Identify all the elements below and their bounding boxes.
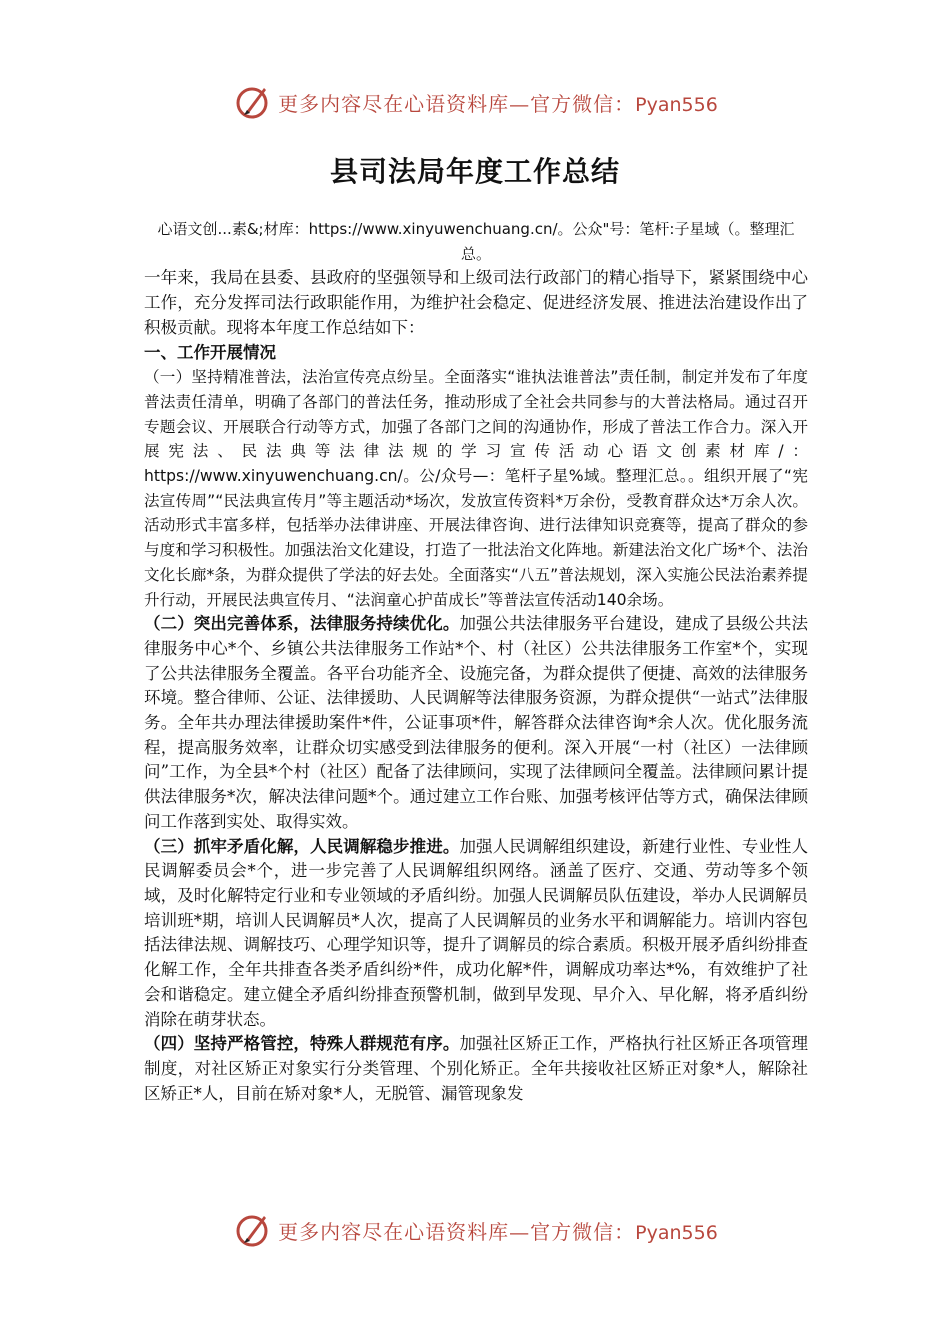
paragraph-2 (144, 612, 808, 834)
banner-contact: Pyan556 (635, 93, 718, 116)
quill-pen-logo-icon (232, 1210, 272, 1250)
document-body (144, 217, 808, 1106)
quill-pen-logo-icon (232, 82, 272, 122)
paragraph-body: （一）坚持精准普法，法治宣传亮点纷呈。全面落实“谁执法谁普法”责任制，制定并发布了年度普法责任清单，明确了各部门的普法任务，推动形成了全社会共同参与的大普法格局。通过召开专题会议、开展联合行动等方式，加强了各部门之间的沟通协作，形成了普法工作合力。深入开展宪法、民法典等法律法规的学习宣传活动心语文创素材库/：https://www.xinyuwenchuang.cn/。公/众号—：笔杆子星%域。整理汇总。。组织开展了“宪法宣传周”“民法典宣传月”等主题活动*场次，发放宣传资料*万余份，受教育群众达*万余人次。活动形式丰富多样，包括举办法律讲座、开展法律咨询、进行法律知识竞赛等，提高了群众的参与度和学习积极性。加强法治文化建设，打造了一批法治文化阵地。新建法治文化广场*个、法治文化长廊*条，为群众提供了学法的好去处。全面落实“八五”普法规划，深入实施公民法治素养提升行动，开展民法典宣传月、“法润童心护苗成长”等普法宣传活动140余场。 (144, 368, 808, 609)
source-note: 心语文创...素&;材库：https://www.xinyuwenchuang.cn/。公众"号：笔杆:子星域（。整理汇总。 (157, 220, 795, 263)
paragraph-body: 加强社区矫正工作，严格执行社区矫正各项管理制度，对社区矫正对象实行分类管理、个别化矫正。全年共接收社区矫正对象*人，解除社区矫正*人，目前在矫对象*人，无脱管、漏管现象发 (144, 1034, 809, 1103)
paragraph-body: 加强人民调解组织建设，新建行业性、专业性人民调解委员会*个，进一步完善了人民调解组织网络。涵盖了医疗、交通、劳动等多个领域，及时化解特定行业和专业领域的矛盾纠纷。加强人民调解员队伍建设，举办人民调解员培训班*期，培训人民调解员*人次，提高了人民调解员的业务水平和调解能力。培训内容包括法律法规、调解技巧、心理学知识等，提升了调解员的综合素质。积极开展矛盾纠纷排查化解工作，全年共排查各类矛盾纠纷*件，成功化解*件，调解成功率达*%，有效维护了社会和谐稳定。建立健全矛盾纠纷排查预警机制，做到早发现、早介入、早化解，将矛盾纠纷消除在萌芽状态。 (144, 836, 809, 1029)
paragraph-lead: （二）突出完善体系，法律服务持续优化。 (144, 614, 460, 634)
banner-text: 更多内容尽在心语资料库—官方微信：Pyan556 (278, 1219, 718, 1244)
footer-banner (0, 1208, 950, 1252)
paragraph-body: 加强公共法律服务平台建设，建成了县级公共法律服务中心*个、乡镇公共法律服务工作站*个、村（社区）公共法律服务工作室*个，实现了公共法律服务全覆盖。各平台功能齐全、设施完备，为群众提供了便捷、高效的法律服务环境。整合律师、公证、法律援助、人民调解等法律服务资源，为群众提供“一站式”法律服务。全年共办理法律援助案件*件，公证事项*件，解答群众法律咨询*余人次。优化服务流程，提高服务效率，让群众切实感受到法律服务的便利。深入开展“一村（社区）一法律顾问”工作，为全县*个村（社区）配备了法律顾问，实现了法律顾问全覆盖。法律顾问累计提供法律服务*次，解决法律问题*个。通过建立工作台账、加强考核评估等方式，确保法律顾问工作落到实处、取得实效。 (144, 614, 809, 831)
banner-contact: Pyan556 (635, 1221, 718, 1244)
paragraph-lead: （四）坚持严格管控，特殊人群规范有序。 (144, 1034, 460, 1054)
paragraph-4 (144, 1032, 808, 1106)
header-banner (0, 80, 950, 124)
paragraph-1 (144, 365, 808, 612)
paragraph-lead: （三）抓牢矛盾化解，人民调解稳步推进。 (144, 836, 460, 856)
document-title: 县司法局年度工作总结 (329, 155, 620, 188)
banner-text: 更多内容尽在心语资料库—官方微信：Pyan556 (278, 91, 718, 116)
paragraph-3 (144, 835, 808, 1033)
intro-paragraph: 一年来，我局在县委、县政府的坚强领导和上级司法行政部门的精心指导下，紧紧围绕中心工作，充分发挥司法行政职能作用，为维护社会稳定、促进经济发展、推进法治建设作出了积极贡献。现将本年度工作总结如下： (144, 268, 808, 337)
section-heading: 一、工作开展情况 (144, 342, 276, 362)
